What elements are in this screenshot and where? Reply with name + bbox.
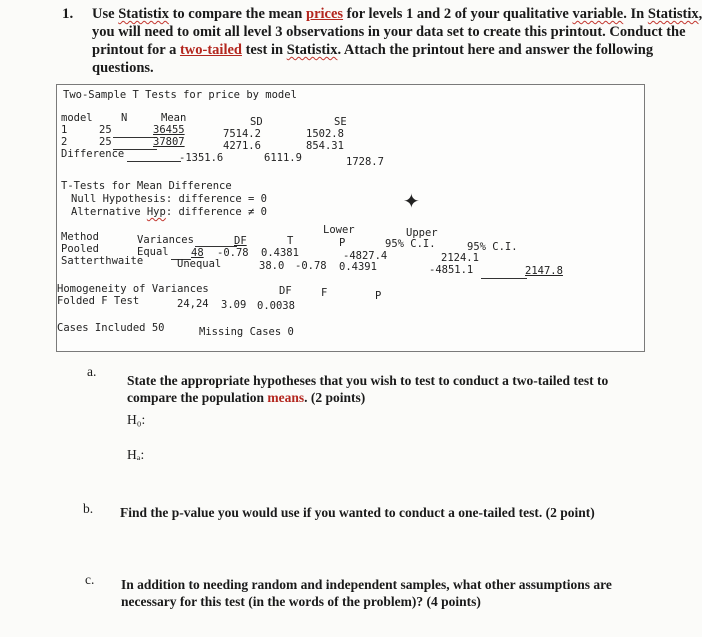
pooled-variances: Equal <box>137 246 169 258</box>
pooled-t: -0.78 <box>217 247 249 259</box>
two-tailed-highlight: two-tailed <box>179 42 242 58</box>
satterthwaite-p: 0.4391 <box>339 261 377 273</box>
folded-df: 24,24 <box>177 298 209 310</box>
part-b-label: b. <box>83 501 94 516</box>
col-mean: Mean <box>161 112 187 124</box>
prices-highlight: prices <box>306 6 344 22</box>
null-hypothesis: Null Hypothesis: difference = 0 <box>71 193 267 205</box>
satterthwaite-df: 38.0 <box>259 260 285 272</box>
pooled-df: 48 <box>191 247 204 259</box>
folded-p: 0.0038 <box>257 300 295 312</box>
ha-label: Hₐ: <box>127 447 145 462</box>
alt-hypothesis: Alternative Hyp: difference ≠ 0 <box>71 206 267 218</box>
part-b-text: Find the p-value you would use if you wanted to conduct a one-tailed test. (2 point) <box>120 505 595 520</box>
question-line-4: questions. <box>92 60 154 76</box>
satterthwaite-lower: -4851.1 <box>429 264 474 276</box>
p-header: P <box>339 237 346 249</box>
col-n: N <box>121 112 128 124</box>
missing-cases: Missing Cases 0 <box>199 326 294 338</box>
part-c-text-1: In addition to needing random and independent samples, what other assumptions are <box>121 577 612 592</box>
h0-label: H₀: <box>127 412 146 427</box>
cases-included: Cases Included 50 <box>57 322 165 334</box>
row1-mean: 36455 <box>153 124 185 136</box>
satterthwaite-method: Satterthwaite <box>61 255 144 267</box>
folded-f-label: Folded F Test <box>57 295 140 307</box>
pooled-p: 0.4381 <box>261 247 299 259</box>
method-header: Method <box>61 231 99 243</box>
means-highlight: means <box>267 390 305 405</box>
row1-se: 1502.8 <box>306 128 344 140</box>
homog-p-header: P <box>375 290 382 302</box>
statistix-word: Statistix <box>118 6 169 22</box>
question-line-3: printout for a two-tailed test in Statistix. Attach the printout here and answer the following <box>92 42 654 58</box>
row1-n: 25 <box>99 124 112 136</box>
pooled-upper: 2124.1 <box>441 252 479 264</box>
difference-mean: -1351.6 <box>179 152 224 164</box>
difference-label: Difference <box>61 148 125 160</box>
row1-model: 1 <box>61 124 68 136</box>
difference-se: 1728.7 <box>346 156 384 168</box>
col-se: SE <box>334 116 347 128</box>
difference-sd: 6111.9 <box>264 152 302 164</box>
row1-sd: 7514.2 <box>223 128 261 140</box>
variable-word: variable <box>572 6 624 22</box>
folded-f: 3.09 <box>221 299 247 311</box>
cursor-sparkle-icon: ✦ <box>403 191 420 213</box>
printout-title: Two-Sample T Tests for price by model <box>63 89 297 101</box>
t-header: T <box>287 235 294 247</box>
question-line-2: you will need to omit all level 3 observations in your data set to create this printout. Conduct the <box>92 24 686 40</box>
question-line-1: Use Statistix to compare the mean prices for levels 1 and 2 of your qualitative variable. In Statistix, <box>92 6 702 22</box>
df-header: DF <box>234 235 247 247</box>
row2-se: 854.31 <box>306 140 344 152</box>
part-c-text-2: necessary for this test (in the words of the problem)? (4 points) <box>121 594 481 609</box>
upper-ci-header: 95% C.I. <box>467 241 518 253</box>
satterthwaite-upper: 2147.8 <box>525 265 563 277</box>
row2-mean: 37807 <box>153 136 185 148</box>
pooled-lower: -4827.4 <box>343 250 388 262</box>
homog-df-header: DF <box>279 285 292 297</box>
col-sd: SD <box>250 116 263 128</box>
variances-header: Variances <box>137 234 194 246</box>
satterthwaite-t: -0.78 <box>295 260 327 272</box>
part-a-text-2: compare the population means. (2 points) <box>127 390 366 405</box>
part-a-label: a. <box>87 364 97 379</box>
part-c-label: c. <box>85 572 95 587</box>
part-a-text-1: State the appropriate hypotheses that you wish to test to conduct a two-tailed test to <box>127 373 609 388</box>
row2-n: 25 <box>99 136 112 148</box>
upper-header: Upper <box>406 227 438 239</box>
ttest-title: T-Tests for Mean Difference <box>61 180 232 192</box>
statistix-printout <box>56 84 645 352</box>
homogeneity-title: Homogeneity of Variances <box>57 283 209 295</box>
row2-sd: 4271.6 <box>223 140 261 152</box>
row2-model: 2 <box>61 136 68 148</box>
pooled-method: Pooled <box>61 243 99 255</box>
lower-ci-header: 95% C.I. <box>385 238 436 250</box>
satterthwaite-variances: Unequal <box>177 258 222 270</box>
col-model: model <box>61 112 93 124</box>
question-number: 1. <box>62 6 74 22</box>
lower-header: Lower <box>323 224 355 236</box>
homog-f-header: F <box>321 287 328 299</box>
